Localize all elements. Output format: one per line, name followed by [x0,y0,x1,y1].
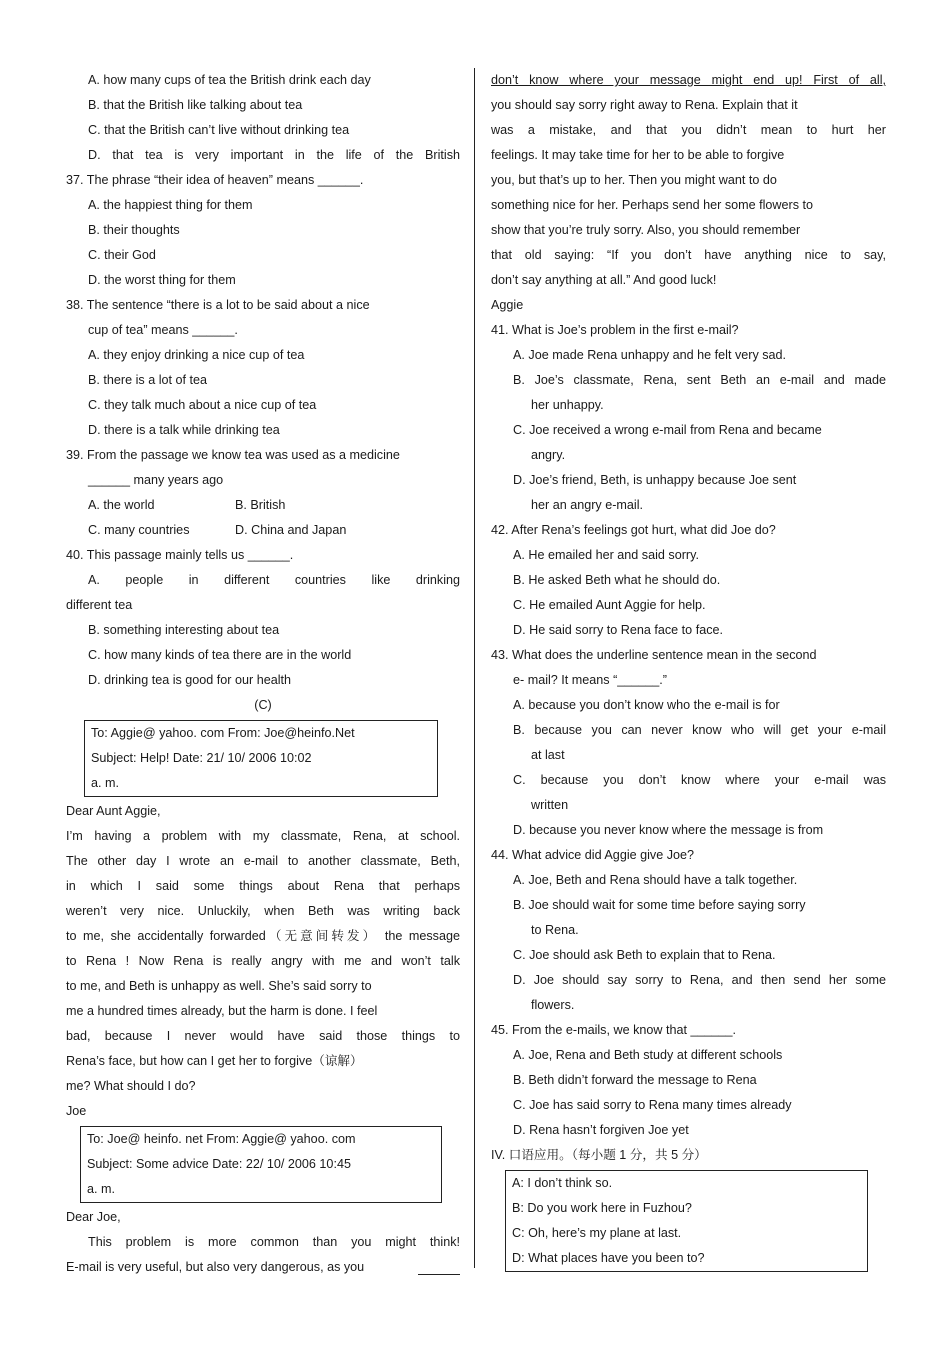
line-text: B. something interesting about tea [88,623,280,637]
line-text: 44. What advice did Aggie give Joe? [491,848,695,862]
line-text: 41. What is Joe’s problem in the first e-mail? [491,323,739,337]
line-text: C. how many kinds of tea there are in the world [88,648,352,662]
line-text: Joe [66,1104,87,1118]
line-text: flowers. [531,998,575,1012]
text-line [491,743,886,768]
option-text: C. many countries [88,523,190,537]
text-line [66,1099,460,1124]
text-line [491,593,886,618]
text-line [66,593,460,618]
text-line [491,668,886,693]
line-text: Aggie [491,298,524,312]
left-column [66,68,460,1280]
line-text: me a hundred times already, but the harm is done. I feel [66,1004,378,1018]
line-text: A. Joe, Beth and Rena should have a talk together. [513,873,798,887]
email-header-box [80,1126,442,1203]
line-text: Dear Joe, [66,1210,121,1224]
text-line: don’t know where your message might end up! First of all, [491,73,886,87]
text-line [491,518,886,543]
line-text: D. because you never know where the message is from [513,823,824,837]
line-text: C. Joe has said sorry to Rena many times already [513,1098,792,1112]
line-text: to me, and Beth is unhappy as well. She’s said sorry to [66,979,372,993]
text-line [491,543,886,568]
column-divider [474,68,475,1268]
line-text: you should say sorry right away to Rena. Explain that it [491,98,798,112]
box-line: Subject: Some advice Date: 22/ 10/ 2006 10:45 [87,1157,351,1171]
line-text: C. He emailed Aunt Aggie for help. [513,598,706,612]
text-line [66,318,460,343]
text-line [491,1093,886,1118]
text-line [491,568,886,593]
text-line [491,643,886,668]
text-line [491,343,886,368]
line-text: to Rena. [531,923,579,937]
line-text: me? What should I do? [66,1079,196,1093]
line-text: (C) [254,698,272,712]
line-text: A. they enjoy drinking a nice cup of tea [88,348,305,362]
email-header-box [505,1170,868,1272]
email-header-box [84,720,438,797]
text-line [66,999,460,1024]
text-line: weren’t very nice. Unluckily, when Beth was writing back [66,904,460,918]
line-text: different tea [66,598,133,612]
text-line: I’m having a problem with my classmate, Rena, at school. [66,829,460,843]
text-line [66,168,460,193]
line-text: angry. [531,448,566,462]
text-line [491,1068,886,1093]
text-line [491,318,886,343]
text-line [491,493,886,518]
text-line [66,343,460,368]
line-text: A. how many cups of tea the British drink each day [88,73,371,87]
line-text: at last [531,748,565,762]
line-text: C. that the British can’t live without drinking tea [88,123,350,137]
line-text: A. because you don’t know who the e-mail is for [513,698,780,712]
box-line: A: I don’t think so. [512,1176,613,1190]
text-line [491,893,886,918]
line-text: Dear Aunt Aggie, [66,804,161,818]
text-line [491,93,886,118]
text-line [491,168,886,193]
line-text: A. Joe made Rena unhappy and he felt very sad. [513,348,787,362]
option-text: D. China and Japan [235,523,347,537]
text-line [491,868,886,893]
line-text: 39. From the passage we know tea was used as a medicine [66,448,400,462]
text-line: This problem is more common than you might think! [88,1235,460,1249]
text-line [491,818,886,843]
text-line: D. that tea is very important in the life of the British [88,148,460,162]
line-text: C. they talk much about a nice cup of tea [88,398,317,412]
text-line [66,799,460,824]
text-line: C. because you don’t know where your e-mail was [513,773,886,787]
box-line: Subject: Help! Date: 21/ 10/ 2006 10:02 [91,751,312,765]
text-line [66,1255,460,1280]
text-line: B. Joe’s classmate, Rena, sent Beth an e-mail and made [513,373,886,387]
line-text: B. Beth didn’t forward the message to Rena [513,1073,757,1087]
text-line: The other day I wrote an e-mail to another classmate, Beth, [66,854,460,868]
line-text: cup of tea” means ______. [88,323,238,337]
line-text: B. He asked Beth what he should do. [513,573,721,587]
text-line [491,1043,886,1068]
line-text: 37. The phrase “their idea of heaven” means ______. [66,173,364,187]
line-text: 40. This passage mainly tells us ______. [66,548,294,562]
text-line [491,618,886,643]
line-text: e- mail? It means “______.” [513,673,667,687]
text-line: bad, because I never would have said those things to [66,1029,460,1043]
text-line: A. people in different countries like drinking [88,573,460,587]
text-line [491,193,886,218]
text-line [491,218,886,243]
text-line [491,1018,886,1043]
line-text: written [531,798,569,812]
line-text: D. Joe’s friend, Beth, is unhappy because Joe sent [513,473,797,487]
line-text: D. the worst thing for them [88,273,236,287]
line-text: A. He emailed her and said sorry. [513,548,699,562]
line-text: D. Rena hasn’t forgiven Joe yet [513,1123,689,1137]
text-line [66,243,460,268]
text-line [491,918,886,943]
text-line [66,118,460,143]
text-line: that old saying: “If you don’t have anything nice to say, [491,248,886,262]
line-text: 42. After Rena’s feelings got hurt, what did Joe do? [491,523,776,537]
text-line [491,1143,886,1168]
line-text: IV. 口语应用。（每小题 1 分，共 5 分） [491,1148,707,1162]
answer-blank [418,1260,460,1275]
text-line [491,943,886,968]
line-text: ______ many years ago [88,473,224,487]
line-text: show that you’re truly sorry. Also, you should remember [491,223,801,237]
text-line [491,993,886,1018]
text-line [66,1074,460,1099]
text-line [66,668,460,693]
line-text: feelings. It may take time for her to be able to forgive [491,148,785,162]
line-text: D. there is a talk while drinking tea [88,423,280,437]
text-line [66,618,460,643]
option-pair [66,518,460,543]
line-text: C. their God [88,248,156,262]
text-line [66,1205,460,1230]
text-line [66,693,460,718]
line-text: 43. What does the underline sentence mean in the second [491,648,817,662]
text-line [491,443,886,468]
text-line [66,543,460,568]
text-line: to me, she accidentally forwarded（无意间转发） the message [66,929,460,943]
text-line [491,418,886,443]
box-line: To: Joe@ heinfo. net From: Aggie@ yahoo. com [87,1132,356,1146]
text-line [66,93,460,118]
text-line [66,468,460,493]
line-text: D. drinking tea is good for our health [88,673,292,687]
option-text: A. the world [88,498,155,512]
line-text: her unhappy. [531,398,604,412]
text-line [491,468,886,493]
box-line: B: Do you work here in Fuzhou? [512,1201,692,1215]
box-line: To: Aggie@ yahoo. com From: Joe@heinfo.Net [91,726,355,740]
text-line [491,143,886,168]
line-text: C. Joe should ask Beth to explain that to Rena. [513,948,776,962]
line-text: you, but that’s up to her. Then you might want to do [491,173,777,187]
text-line [66,193,460,218]
text-line [66,368,460,393]
text-line [491,843,886,868]
text-line: B. because you can never know who will get your e-mail [513,723,886,737]
text-line [66,643,460,668]
line-text: her an angry e-mail. [531,498,643,512]
text-line: D. Joe should say sorry to Rena, and then send her some [513,973,886,987]
line-text: C. Joe received a wrong e-mail from Rena and became [513,423,822,437]
box-line: C: Oh, here’s my plane at last. [512,1226,682,1240]
box-line: D: What places have you been to? [512,1251,705,1265]
text-line [66,974,460,999]
line-text: A. the happiest thing for them [88,198,253,212]
right-column [491,68,886,1274]
line-text: B. that the British like talking about tea [88,98,303,112]
line-text: B. their thoughts [88,223,180,237]
line-text: something nice for her. Perhaps send her some flowers to [491,198,814,212]
line-text: 38. The sentence “there is a lot to be said about a nice [66,298,370,312]
text-line [491,1118,886,1143]
text-line [66,218,460,243]
option-text: B. British [235,498,286,512]
text-line [66,443,460,468]
text-line [491,268,886,293]
text-line [66,418,460,443]
text-line [66,393,460,418]
text-line: in which I said some things about Rena that perhaps [66,879,460,893]
box-line: a. m. [91,776,119,790]
line-text: 45. From the e-mails, we know that ______. [491,1023,737,1037]
box-line: a. m. [87,1182,115,1196]
text-line: was a mistake, and that you didn’t mean to hurt her [491,123,886,137]
text-line [66,268,460,293]
text-line [66,1049,460,1074]
line-text: A. Joe, Rena and Beth study at different schools [513,1048,783,1062]
text-line: to Rena ! Now Rena is really angry with me and won’t talk [66,954,460,968]
text-line [66,68,460,93]
text-line [491,693,886,718]
line-text: E-mail is very useful, but also very dangerous, as you [66,1260,365,1274]
line-text: B. Joe should wait for some time before saying sorry [513,898,806,912]
line-text: Rena’s face, but how can I get her to forgive（谅解） [66,1054,363,1068]
text-line [491,293,886,318]
line-text: B. there is a lot of tea [88,373,208,387]
text-line [491,393,886,418]
option-pair [66,493,460,518]
line-text: D. He said sorry to Rena face to face. [513,623,723,637]
text-line [491,793,886,818]
line-text: don’t say anything at all.” And good luck! [491,273,717,287]
text-line [66,293,460,318]
